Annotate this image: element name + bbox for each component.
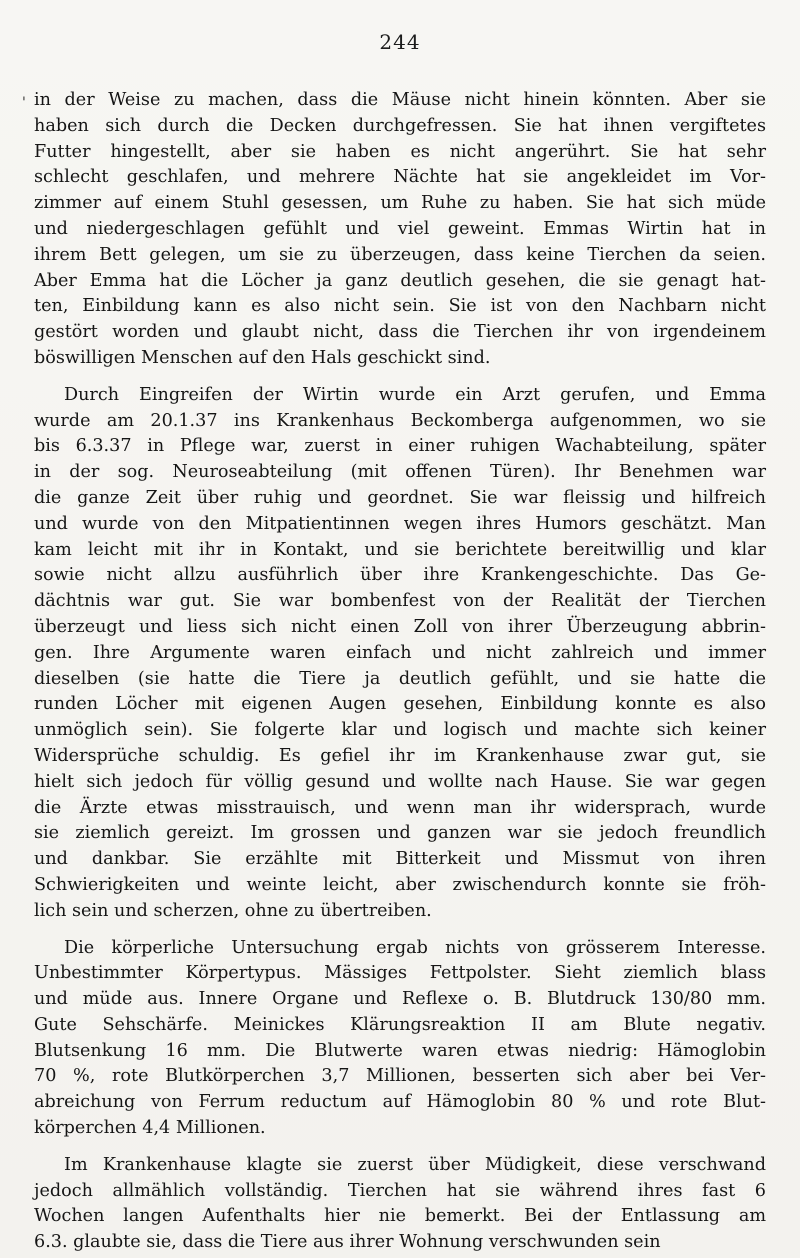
text-line: haben sich durch die Decken durchgefressen. Sie hat ihnen vergiftetes [34, 115, 766, 136]
text-line: zimmer auf einem Stuhl gesessen, um Ruhe zu haben. Sie hat sich müde [34, 193, 766, 214]
text-line: gen. Ihre Argumente waren einfach und nicht zahlreich und immer [34, 642, 766, 663]
page-number: 244 [379, 30, 421, 54]
text-line: 70 %, rote Blutkörperchen 3,7 Millionen, besserten sich aber bei Ver- [34, 1066, 766, 1087]
text-line: gestört worden und glaubt nicht, dass die Tierchen ihr von irgendeinem [34, 322, 766, 343]
paragraph [34, 1153, 766, 1256]
text-line: Unbestimmter Körpertypus. Mässiges Fettpolster. Sieht ziemlich blass [34, 963, 766, 984]
text-line: die Ärzte etwas misstrauisch, und wenn man ihr widersprach, wurde [34, 797, 766, 818]
paragraph [34, 88, 766, 372]
text-line: abreichung von Ferrum reductum auf Hämoglobin 80 % und rote Blut- [34, 1092, 766, 1113]
text-line: Futter hingestellt, aber sie haben es nicht angerührt. Sie hat sehr [34, 141, 766, 162]
text-line: sowie nicht allzu ausführlich über ihre Krankengeschichte. Das Ge- [34, 565, 766, 586]
text-line: Aber Emma hat die Löcher ja ganz deutlich gesehen, die sie genagt hat- [34, 270, 766, 291]
text-line: Durch Eingreifen der Wirtin wurde ein Arzt gerufen, und Emma [64, 384, 766, 405]
text-line: überzeugt und liess sich nicht einen Zoll von ihrer Überzeugung abbrin- [34, 616, 766, 637]
text-line: 6.3. glaubte sie, dass die Tiere aus ihrer Wohnung verschwunden sein [34, 1232, 661, 1253]
text-line: ten, Einbildung kann es also nicht sein. Sie ist von den Nachbarn nicht [34, 296, 766, 317]
text-line: Blutsenkung 16 mm. Die Blutwerte waren etwas niedrig: Hämoglobin [34, 1040, 766, 1061]
text-line: wurde am 20.1.37 ins Krankenhaus Beckomberga aufgenommen, wo sie [34, 410, 766, 431]
text-line: körperchen 4,4 Millionen. [34, 1118, 266, 1139]
text-line: die ganze Zeit über ruhig und geordnet. Sie war fleissig und hilfreich [34, 487, 766, 508]
text-line: jedoch allmählich vollständig. Tierchen hat sie während ihres fast 6 [34, 1180, 766, 1201]
text-line: Die körperliche Untersuchung ergab nichts von grösserem Interesse. [64, 937, 766, 958]
text-line: und niedergeschlagen gefühlt und viel geweint. Emmas Wirtin hat in [34, 218, 766, 239]
text-line: bis 6.3.37 in Pflege war, zuerst in einer ruhigen Wachabteilung, später [34, 436, 766, 457]
text-line: Im Krankenhause klagte sie zuerst über Müdigkeit, diese verschwand [64, 1154, 766, 1175]
text-line: ihrem Bett gelegen, um sie zu überzeugen, dass keine Tierchen da seien. [34, 244, 766, 265]
paragraph [34, 936, 766, 1142]
paragraph [34, 383, 766, 925]
text-line: Widersprüche schuldig. Es gefiel ihr im Krankenhause zwar gut, sie [34, 745, 766, 766]
margin-mark: ' [22, 95, 26, 111]
text-line: und wurde von den Mitpatientinnen wegen ihres Humors geschätzt. Man [34, 513, 766, 534]
text-line: lich sein und scherzen, ohne zu übertreiben. [34, 900, 432, 921]
text-line: Wochen langen Aufenthalts hier nie bemerkt. Bei der Entlassung am [34, 1206, 766, 1227]
text-line: unmöglich sein). Sie folgerte klar und logisch und machte sich keiner [34, 720, 766, 741]
text-line: kam leicht mit ihr in Kontakt, und sie berichtete bereitwillig und klar [34, 539, 766, 560]
text-line: in der Weise zu machen, dass die Mäuse nicht hinein könnten. Aber sie [34, 90, 766, 110]
text-line: dächtnis war gut. Sie war bombenfest von der Realität der Tierchen [34, 591, 766, 612]
body-text [34, 88, 766, 1256]
text-line: sie ziemlich gereizt. Im grossen und ganzen war sie jedoch freundlich [34, 823, 766, 844]
text-line: runden Löcher mit eigenen Augen gesehen, Einbildung konnte es also [34, 694, 766, 715]
text-line: böswilligen Menschen auf den Hals geschickt sind. [34, 347, 491, 368]
text-line: in der sog. Neuroseabteilung (mit offenen Türen). Ihr Benehmen war [34, 462, 766, 483]
text-line: schlecht geschlafen, und mehrere Nächte hat sie angekleidet im Vor- [34, 167, 766, 188]
text-line: Gute Sehschärfe. Meinickes Klärungsreaktion II am Blute negativ. [34, 1014, 766, 1035]
text-line: Schwierigkeiten und weinte leicht, aber zwischendurch konnte sie fröh- [34, 874, 766, 895]
text-line: hielt sich jedoch für völlig gesund und wollte nach Hause. Sie war gegen [34, 771, 766, 792]
text-line: und müde aus. Innere Organe und Reflexe o. B. Blutdruck 130/80 mm. [34, 989, 766, 1010]
text-line: dieselben (sie hatte die Tiere ja deutlich gefühlt, und sie hatte die [34, 668, 766, 689]
text-line: und dankbar. Sie erzählte mit Bitterkeit und Missmut von ihren [34, 849, 766, 870]
